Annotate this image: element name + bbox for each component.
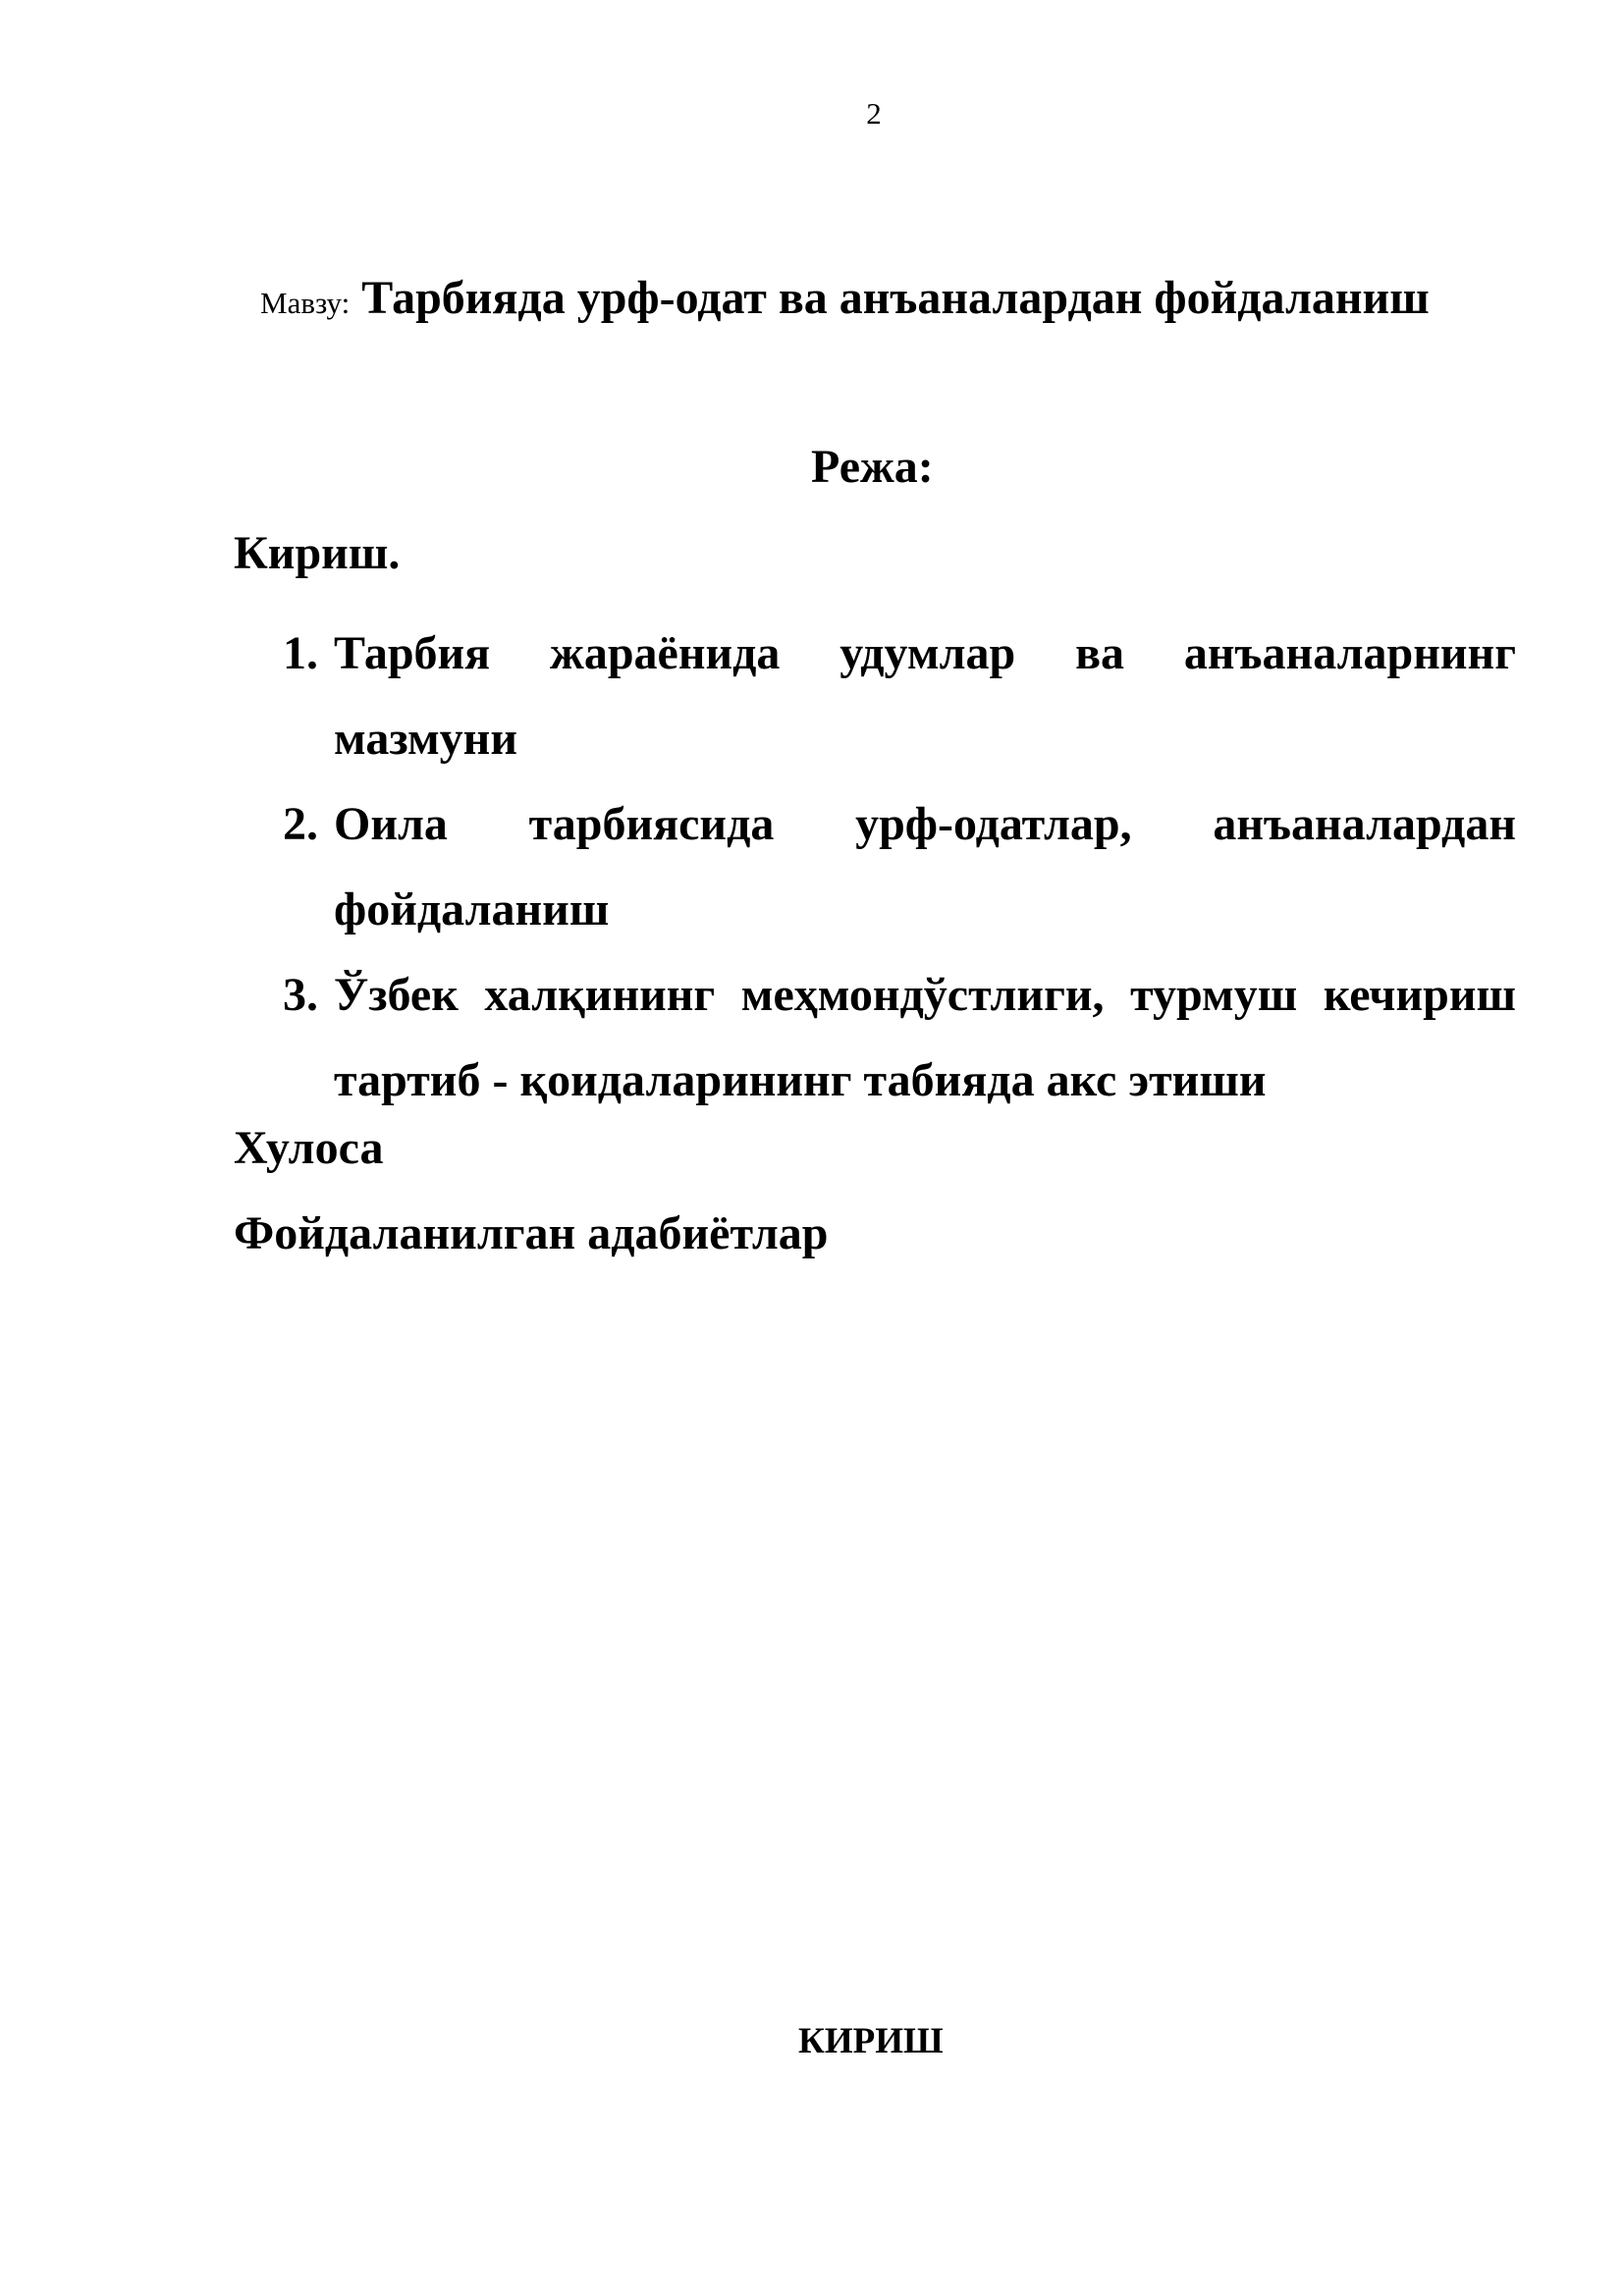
plan-item-line: Ўзбек халқининг меҳмондўстлиги, турмуш кечириш	[334, 969, 1516, 1021]
plan-item-1	[234, 611, 1516, 781]
plan-item-number: 1.	[283, 627, 318, 679]
topic-line	[260, 271, 1430, 325]
plan-intro: Кириш.	[234, 527, 401, 579]
plan-list	[234, 611, 1516, 1123]
plan-item-2	[234, 781, 1516, 952]
plan-conclusion: Хулоса	[234, 1122, 384, 1174]
plan-item-line: Оила тарбиясида урф-одатлар, анъаналардан	[334, 798, 1516, 850]
plan-item-number: 3.	[283, 969, 318, 1021]
plan-item-line: мазмуни	[334, 713, 517, 765]
plan-heading: Режа:	[811, 441, 934, 493]
plan-item-3	[234, 952, 1516, 1123]
topic-prefix: Мавзу:	[260, 286, 351, 320]
topic-title: Тарбияда урф-одат ва анъаналардан фойдаланиш	[361, 272, 1430, 324]
plan-item-line: тартиб - қоидаларининг табияда акс этиши	[334, 1054, 1267, 1106]
plan-item-number: 2.	[283, 798, 318, 850]
plan-item-line: Тарбия жараёнида удумлар ва анъаналарнинг	[334, 627, 1516, 679]
section-heading: КИРИШ	[798, 2021, 944, 2061]
plan-item-line: фойдаланиш	[334, 883, 610, 935]
page-number: 2	[866, 96, 882, 131]
plan-references: Фойдаланилган адабиётлар	[234, 1207, 829, 1259]
